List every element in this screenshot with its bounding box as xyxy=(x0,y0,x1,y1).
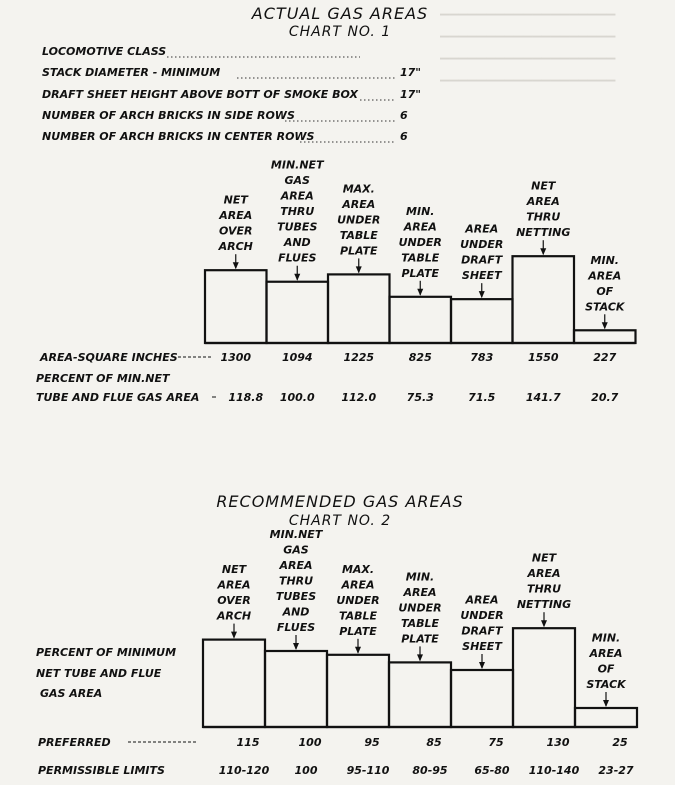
category-label: NET xyxy=(221,563,247,577)
preferred-value-label: 130 xyxy=(546,736,570,749)
category-label: MIN. xyxy=(406,204,435,218)
bar xyxy=(203,640,265,727)
arrow-head xyxy=(231,632,237,639)
category-label: SHEET xyxy=(461,269,502,283)
category-label: AREA xyxy=(342,197,376,211)
category-label: NET xyxy=(531,179,556,193)
row-label-area: AREA-SQUARE INCHES xyxy=(40,351,178,364)
preferred-value-label: 25 xyxy=(612,736,628,749)
spec-value: 17" xyxy=(400,88,422,101)
category-label: NET xyxy=(531,551,557,565)
category-label: STACK xyxy=(585,300,625,314)
area-value-label: 1550 xyxy=(527,351,559,364)
area-value-label: 783 xyxy=(470,351,494,364)
category-label: THRU xyxy=(278,574,314,588)
category-label: MIN. xyxy=(590,253,619,267)
chart1-title: ACTUAL GAS AREAS xyxy=(251,4,429,23)
row-label-preferred: PREFERRED xyxy=(38,736,111,749)
spec-label: STACK DIAMETER - MINIMUM xyxy=(42,66,221,79)
area-value-label: 1225 xyxy=(343,351,375,364)
row-label-percent: PERCENT OF MIN.NET xyxy=(36,372,170,385)
category-label: THRU xyxy=(526,582,562,596)
category-label: NETTING xyxy=(516,226,571,240)
percent-value-label: 71.5 xyxy=(468,391,496,404)
arrow-head xyxy=(479,662,485,669)
arrow-head xyxy=(417,654,423,661)
category-label: AREA xyxy=(465,222,499,236)
preferred-value-label: 95 xyxy=(364,736,380,749)
preferred-value-label: 100 xyxy=(298,736,322,749)
spec-value: 6 xyxy=(400,130,408,143)
category-label: GAS xyxy=(284,174,310,188)
category-label: TUBES xyxy=(275,590,317,603)
category-label: TABLE xyxy=(400,616,440,630)
category-label: FLUES xyxy=(276,621,316,634)
bar xyxy=(389,662,451,727)
category-label: AREA xyxy=(526,195,560,209)
category-label: OVER xyxy=(217,594,251,608)
category-label: AREA xyxy=(527,567,561,581)
category-label: GAS xyxy=(283,543,309,557)
category-label: TABLE xyxy=(401,251,440,265)
bar xyxy=(513,628,575,727)
spec-label: LOCOMOTIVE CLASS xyxy=(42,45,167,58)
category-label: PLATE xyxy=(339,624,377,638)
category-label: UNDER xyxy=(460,238,504,252)
category-label: MAX. xyxy=(342,182,375,196)
category-label: STACK xyxy=(586,678,626,691)
percent-value-label: 112.0 xyxy=(341,391,377,404)
category-label: AREA xyxy=(279,559,313,572)
spec-value: 17" xyxy=(400,66,422,79)
category-label: TUBES xyxy=(277,220,318,234)
category-label: AREA xyxy=(219,209,253,223)
category-label: AREA xyxy=(341,578,375,592)
category-label: THRU xyxy=(526,210,561,224)
category-label: MAX. xyxy=(341,562,375,576)
category-label: UNDER xyxy=(460,609,504,622)
category-label: TABLE xyxy=(338,609,378,623)
permissible-value-label: 110-140 xyxy=(528,764,580,777)
permissible-value-label: 110-120 xyxy=(218,764,270,777)
category-label: OF xyxy=(597,662,615,676)
category-label: MIN. xyxy=(405,570,435,584)
category-label: OF xyxy=(596,284,614,298)
percent-value-label: 75.3 xyxy=(406,391,434,404)
bleed-through-text: ▔▔▔▔▔▔▔▔▔▔▔▔▔▔▔▔▔▔▔ ▔▔▔▔▔▔▔▔▔▔▔▔▔▔▔▔▔▔▔ ▔▔▔▔▔▔▔▔▔▔▔▔▔▔▔▔▔▔▔ ▔▔▔▔▔▔▔▔▔▔▔▔▔▔▔▔▔▔▔ xyxy=(440,14,616,94)
category-label: AND xyxy=(282,605,310,619)
category-label: TABLE xyxy=(339,228,378,242)
category-label: AREA xyxy=(403,220,437,234)
bar xyxy=(451,670,513,727)
percent-value-label: 20.7 xyxy=(591,391,619,404)
area-value-label: 1300 xyxy=(220,351,252,364)
area-value-label: 825 xyxy=(408,351,432,364)
permissible-value-label: 23-27 xyxy=(598,764,634,777)
category-label: MIN.NET xyxy=(270,158,324,172)
row-label-percent: TUBE AND FLUE GAS AREA xyxy=(36,391,200,404)
arrow-head xyxy=(541,620,547,627)
preferred-value-label: 85 xyxy=(426,736,442,749)
permissible-value-label: 80-95 xyxy=(412,764,448,777)
y-axis-label: GAS AREA xyxy=(40,687,103,700)
category-label: PLATE xyxy=(401,632,439,646)
category-label: DRAFT xyxy=(461,253,503,267)
category-label: NET xyxy=(223,193,248,207)
category-label: AREA xyxy=(465,593,499,607)
category-label: THRU xyxy=(280,205,315,219)
category-label: UNDER xyxy=(398,601,442,615)
category-label: UNDER xyxy=(336,593,380,607)
category-label: AREA xyxy=(589,647,623,660)
category-label: AREA xyxy=(588,269,622,283)
preferred-value-label: 115 xyxy=(236,736,260,749)
area-value-label: 227 xyxy=(593,351,617,364)
percent-value-label: 118.8 xyxy=(228,391,264,404)
category-label: UNDER xyxy=(398,235,442,249)
category-label: MIN. xyxy=(591,631,621,645)
percent-value-label: 141.7 xyxy=(525,391,561,404)
arrow-head xyxy=(603,700,609,707)
category-label: AREA xyxy=(217,578,251,592)
permissible-value-label: 65-80 xyxy=(474,764,510,777)
permissible-value-label: 95-110 xyxy=(346,764,390,777)
arrow-head xyxy=(293,643,299,650)
bar xyxy=(575,708,637,727)
spec-label: NUMBER OF ARCH BRICKS IN CENTER ROWS xyxy=(42,130,315,143)
y-axis-label: PERCENT OF MINIMUM xyxy=(36,646,177,659)
bar xyxy=(265,651,327,727)
area-value-label: 1094 xyxy=(281,351,313,364)
chart1-subtitle: CHART NO. 1 xyxy=(288,24,392,40)
row-label-permissible: PERMISSIBLE LIMITS xyxy=(38,764,165,777)
permissible-value-label: 100 xyxy=(294,764,318,777)
category-label: OVER xyxy=(219,224,253,238)
category-label: ARCH xyxy=(218,240,253,254)
category-label: NETTING xyxy=(516,598,572,612)
category-label: PLATE xyxy=(339,244,378,258)
category-label: AREA xyxy=(403,585,437,599)
spec-label: NUMBER OF ARCH BRICKS IN SIDE ROWS xyxy=(42,109,295,122)
arrow-head xyxy=(355,647,361,654)
category-label: ARCH xyxy=(216,609,252,623)
percent-value-label: 100.0 xyxy=(279,391,315,404)
category-label: UNDER xyxy=(337,213,381,227)
category-label: SHEET xyxy=(462,640,502,653)
category-label: AREA xyxy=(280,189,314,203)
category-label: MIN.NET xyxy=(269,528,323,541)
spec-label: DRAFT SHEET HEIGHT ABOVE BOTT OF SMOKE BOX xyxy=(42,88,358,101)
chart2-subtitle: CHART NO. 2 xyxy=(288,513,392,529)
chart2-title: RECOMMENDED GAS AREAS xyxy=(216,492,464,511)
preferred-value-label: 75 xyxy=(488,736,504,749)
category-label: FLUES xyxy=(278,251,317,265)
category-label: AND xyxy=(283,236,311,250)
bar xyxy=(327,655,389,727)
spec-value: 6 xyxy=(400,109,408,122)
category-label: PLATE xyxy=(401,266,440,280)
y-axis-label: NET TUBE AND FLUE xyxy=(36,667,162,680)
category-label: DRAFT xyxy=(461,624,503,638)
